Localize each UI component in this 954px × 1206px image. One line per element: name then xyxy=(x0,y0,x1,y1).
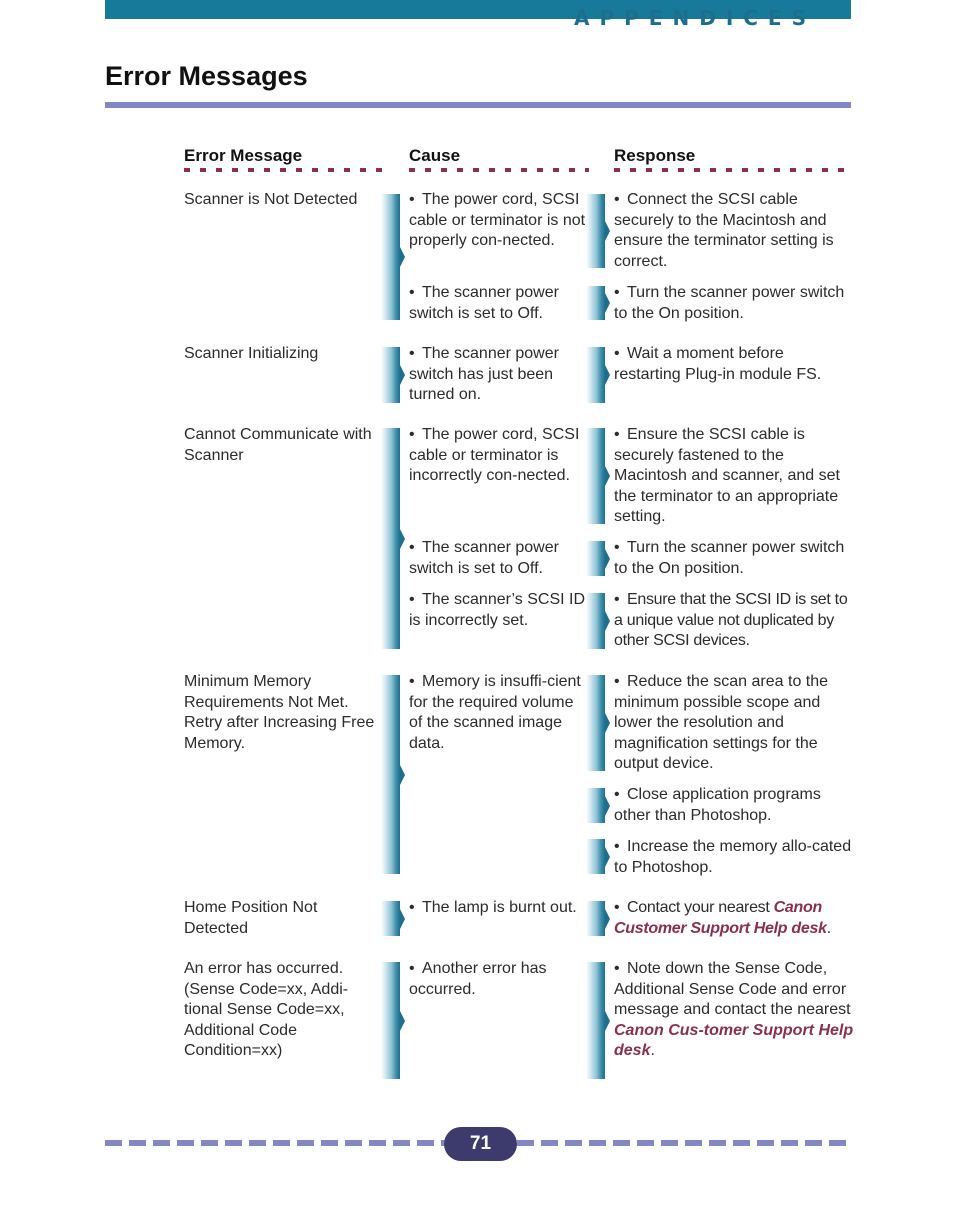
cause-item: • The scanner’s SCSI ID is incorrectly set. xyxy=(409,591,586,629)
cause-item: • The scanner power switch is set to Off. xyxy=(409,539,559,577)
response-bar xyxy=(586,962,605,1079)
response-item: • Close application programs other than Photoshop. xyxy=(614,786,821,824)
column-dash-cause xyxy=(409,168,589,172)
response-bar xyxy=(586,839,605,874)
footer-dash-left xyxy=(105,1140,445,1146)
response-item: • Reduce the scan area to the minimum possible scope and lower the resolution and magnification settings for the output device. xyxy=(614,673,829,772)
response-bar xyxy=(586,194,605,268)
cause-item: • The scanner power switch is set to Off. xyxy=(409,284,559,322)
cause-item: • The scanner power switch has just been turned on. xyxy=(409,345,559,403)
column-header-response: Response xyxy=(614,146,696,165)
cause-item: • The power cord, SCSI cable or terminator is incorrectly con-nected. xyxy=(409,426,580,484)
cause-bar xyxy=(381,194,400,320)
column-dash-message xyxy=(184,168,384,172)
cause-item: • Memory is insuffi-cient for the required volume of the scanned image data. xyxy=(409,673,581,752)
response-bar xyxy=(586,675,605,771)
title-rule xyxy=(105,102,851,108)
section-label: APPENDICES xyxy=(574,6,816,30)
support-link[interactable]: Canon Customer Support Help desk xyxy=(614,899,827,937)
response-bar xyxy=(586,593,605,649)
response-bar xyxy=(586,286,605,320)
column-header-message: Error Message xyxy=(184,146,303,165)
response-bar xyxy=(586,901,605,936)
cause-bar xyxy=(381,901,400,936)
cause-item: • Another error has occurred. xyxy=(409,960,547,998)
response-item: • Increase the memory allo-cated to Photoshop. xyxy=(614,838,852,876)
error-message: Cannot Communicate with Scanner xyxy=(184,426,372,464)
error-message: Minimum Memory Requirements Not Met. Retry after Increasing Free Memory. xyxy=(184,673,375,752)
error-message: An error has occurred. (Sense Code=xx, Addi-tional Sense Code=xx, Additional Code Condition=xx) xyxy=(184,960,349,1059)
cause-bar xyxy=(381,428,400,649)
support-link[interactable]: Canon Cus-tomer Support Help desk xyxy=(614,1021,854,1059)
page-number-badge: 71 xyxy=(444,1127,517,1161)
response-item: • Turn the scanner power switch to the On position. xyxy=(614,539,845,577)
error-message: Home Position Not Detected xyxy=(184,899,318,937)
cause-bar xyxy=(381,962,400,1079)
cause-bar xyxy=(381,347,400,403)
cause-item: • The power cord, SCSI cable or terminator is not properly con-nected. xyxy=(409,191,586,249)
response-item: • Contact your nearest Canon Customer Support Help desk. xyxy=(614,899,831,937)
response-bar xyxy=(586,541,605,576)
error-message: Scanner Initializing xyxy=(184,345,319,362)
response-item: • Turn the scanner power switch to the On position. xyxy=(614,284,845,322)
column-header-cause: Cause xyxy=(409,146,461,165)
response-bar xyxy=(586,428,605,524)
page-title: Error Messages xyxy=(105,61,308,91)
response-bar xyxy=(586,347,605,403)
cause-item: • The lamp is burnt out. xyxy=(409,899,577,916)
response-item: • Ensure the SCSI cable is securely fastened to the Macintosh and scanner, and set the terminator to an appropriate setting. xyxy=(614,426,840,525)
cause-bar xyxy=(381,675,400,874)
response-item: • Note down the Sense Code, Additional Sense Code and error message and contact the nearest Canon Cus-tomer Support Help desk. xyxy=(614,960,854,1059)
response-bar xyxy=(586,788,605,823)
response-item: • Connect the SCSI cable securely to the Macintosh and ensure the terminator setting is correct. xyxy=(614,191,834,270)
response-item: • Wait a moment before restarting Plug-in module FS. xyxy=(614,345,822,383)
response-item: • Ensure that the SCSI ID is set to a unique value not duplicated by other SCSI devices. xyxy=(614,591,848,649)
error-message: Scanner is Not Detected xyxy=(184,191,358,208)
footer-dash-right xyxy=(517,1140,851,1146)
column-dash-response xyxy=(614,168,854,172)
